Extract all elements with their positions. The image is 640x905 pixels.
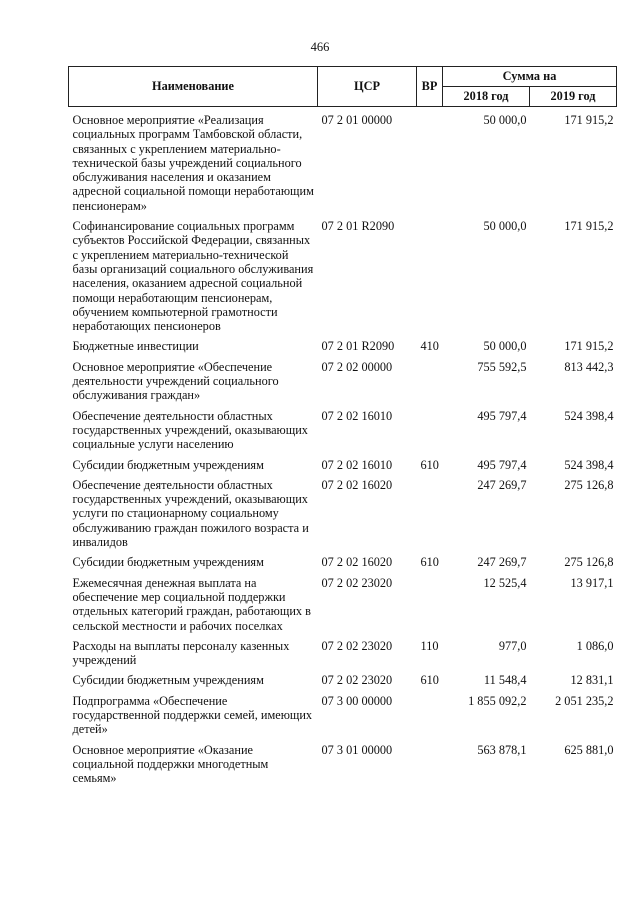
row-vr xyxy=(417,113,443,213)
row-name: Подпрограмма «Обеспечение государственной поддержки семей, имеющих детей» xyxy=(72,693,313,737)
row-vr: 610 xyxy=(420,457,439,472)
row-sum-2018: 50 000,0 xyxy=(483,339,527,354)
row-csr: 07 2 01 00000 xyxy=(321,113,393,127)
row-csr: 07 2 02 23020 xyxy=(321,575,393,590)
row-csr: 07 2 01 R2090 xyxy=(321,339,395,354)
row-vr: 610 xyxy=(420,673,439,688)
row-sum-2019: 171 915,2 xyxy=(564,113,614,127)
row-name: Субсидии бюджетным учреждениям xyxy=(72,673,264,688)
table-row xyxy=(69,694,617,737)
col-header-name: Наименование xyxy=(69,67,318,107)
row-vr: 410 xyxy=(420,339,439,354)
col-header-vr: ВР xyxy=(417,67,443,107)
row-name: Основное мероприятие «Обеспечение деятельности учреждений социального обслуживания граждан» xyxy=(72,359,279,403)
row-vr xyxy=(417,576,443,633)
row-sum-2019: 625 881,0 xyxy=(564,742,614,757)
table-row xyxy=(69,576,617,633)
row-name: Основное мероприятие «Реализация социальных программ Тамбовской области, связанных с укреплением материально-технической базы учреждений социального обслуживания населения и оказанием адресной социальной помощи неработающим пенсионерам» xyxy=(72,113,314,213)
table-row xyxy=(69,743,617,786)
row-sum-2019: 12 831,1 xyxy=(570,673,614,688)
col-header-2019: 2019 год xyxy=(530,87,617,107)
row-sum-2019: 275 126,8 xyxy=(564,477,614,492)
table-row xyxy=(69,555,617,569)
row-csr: 07 2 02 00000 xyxy=(321,359,393,374)
row-name: Субсидии бюджетным учреждениям xyxy=(72,457,264,472)
table-row xyxy=(69,360,617,403)
row-sum-2018: 1 855 092,2 xyxy=(468,693,527,708)
row-sum-2018: 247 269,7 xyxy=(477,477,527,492)
row-name: Ежемесячная денежная выплата на обеспечение мер социальной поддержки отдельных категорий граждан, работающих в сельской местности и рабочих поселках xyxy=(72,575,311,633)
row-sum-2018: 495 797,4 xyxy=(477,408,527,423)
row-sum-2019: 13 917,1 xyxy=(570,575,614,590)
table-header xyxy=(69,67,617,107)
row-sum-2018: 977,0 xyxy=(498,638,527,653)
table-row xyxy=(69,409,617,452)
row-csr: 07 2 02 16010 xyxy=(321,457,393,472)
row-name: Обеспечение деятельности областных государственных учреждений, оказывающих социальные услуги населению xyxy=(72,408,308,452)
row-vr xyxy=(417,360,443,403)
page-number: 466 xyxy=(310,40,330,54)
row-csr: 07 3 01 00000 xyxy=(321,742,393,757)
row-sum-2019: 2 051 235,2 xyxy=(555,693,614,708)
table-row xyxy=(69,673,617,687)
table-body xyxy=(69,107,617,786)
row-csr: 07 2 01 R2090 xyxy=(321,219,395,234)
row-csr: 07 2 02 23020 xyxy=(321,638,393,653)
row-name: Бюджетные инвестиции xyxy=(72,339,199,354)
row-vr: 610 xyxy=(420,555,439,570)
row-name: Субсидии бюджетным учреждениям xyxy=(72,555,264,570)
col-header-csr: ЦСР xyxy=(318,67,417,107)
table-row xyxy=(69,113,617,213)
budget-table xyxy=(68,66,617,785)
table-row xyxy=(69,639,617,668)
row-vr xyxy=(417,478,443,549)
row-sum-2018: 12 525,4 xyxy=(483,575,527,590)
row-name: Основное мероприятие «Оказание социальной поддержки многодетным семьям» xyxy=(72,742,269,786)
row-sum-2018: 755 592,5 xyxy=(477,359,527,374)
row-vr xyxy=(417,219,443,333)
table-row xyxy=(69,458,617,472)
col-header-2018: 2018 год xyxy=(443,87,530,107)
row-sum-2018: 247 269,7 xyxy=(477,555,527,570)
row-name: Софинансирование социальных программ субъектов Российской Федерации, связанных с укреплением материально-технической базы организаций социального обслуживания населения, оказанием адресной социальной помощи неработающим пенсионерам, обучением компьютерной грамотности неработающих пенсионеров xyxy=(72,219,314,334)
row-vr xyxy=(417,409,443,452)
row-sum-2019: 1 086,0 xyxy=(576,638,614,653)
col-header-sum: Сумма на xyxy=(443,67,617,87)
table-row xyxy=(69,219,617,333)
row-vr xyxy=(417,743,443,786)
row-sum-2018: 50 000,0 xyxy=(483,113,527,127)
row-sum-2019: 171 915,2 xyxy=(564,219,614,234)
row-sum-2018: 563 878,1 xyxy=(477,742,527,757)
row-vr xyxy=(417,694,443,737)
row-sum-2018: 11 548,4 xyxy=(483,673,527,688)
table-row xyxy=(69,478,617,549)
row-sum-2019: 275 126,8 xyxy=(564,555,614,570)
row-csr: 07 3 00 00000 xyxy=(321,693,393,708)
row-sum-2019: 524 398,4 xyxy=(564,457,614,472)
row-csr: 07 2 02 16020 xyxy=(321,477,393,492)
row-sum-2018: 50 000,0 xyxy=(483,219,527,234)
row-csr: 07 2 02 16020 xyxy=(321,555,393,570)
row-name: Обеспечение деятельности областных государственных учреждений, оказывающих услуги по стационарному социальному обслуживанию граждан пожилого возраста и инвалидов xyxy=(72,477,309,550)
table-row xyxy=(69,339,617,353)
row-vr: 110 xyxy=(420,638,439,653)
row-csr: 07 2 02 16010 xyxy=(321,408,393,423)
row-sum-2019: 171 915,2 xyxy=(564,339,614,354)
row-csr: 07 2 02 23020 xyxy=(321,673,393,688)
row-sum-2019: 813 442,3 xyxy=(564,359,614,374)
row-sum-2019: 524 398,4 xyxy=(564,408,614,423)
row-sum-2018: 495 797,4 xyxy=(477,457,527,472)
row-name: Расходы на выплаты персоналу казенных учреждений xyxy=(72,638,290,668)
